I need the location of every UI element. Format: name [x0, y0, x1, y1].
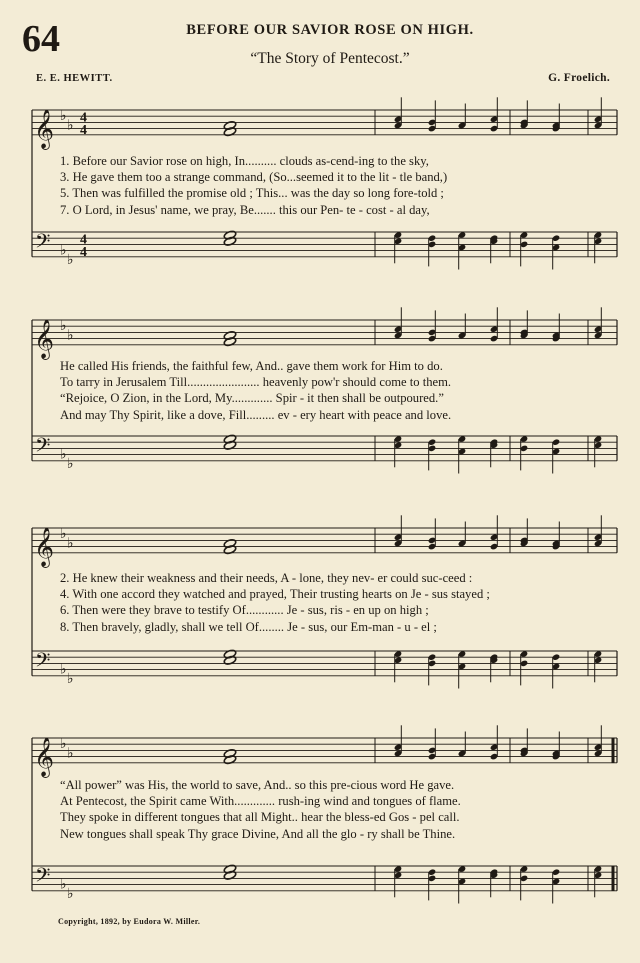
flat-icon: ♭ [67, 671, 74, 687]
lyric-line: “Rejoice, O Zion, in the Lord, My............. Spir - it then shall be outpoured.” [60, 391, 444, 406]
flat-icon: ♭ [67, 252, 74, 268]
treble-clef-icon: 𝄞 [34, 526, 55, 567]
lyric-line: They spoke in different tongues that all Might.. hear the bless-ed Gos - pel call. [60, 810, 460, 825]
bass-clef-icon: 𝄢 [35, 229, 51, 258]
treble-clef-icon: 𝄞 [34, 736, 55, 777]
lyric-line: At Pentecost, the Spirit came With............. rush-ing wind and tongues of flame. [60, 794, 461, 809]
time-signature: 4 [80, 110, 87, 126]
flat-icon: ♭ [67, 456, 74, 472]
flat-icon: ♭ [60, 877, 67, 893]
flat-icon: ♭ [67, 536, 74, 552]
bass-clef-icon: 𝄢 [35, 863, 51, 892]
author-credit: E. E. HEWITT. [36, 73, 113, 84]
time-signature: 4 [80, 232, 87, 248]
lyric-line: 3. He gave them too a strange command, (So...seemed it to the lit - tle band,) [60, 170, 448, 185]
flat-icon: ♭ [67, 886, 74, 902]
lyrics-system-1 [60, 153, 620, 218]
flat-icon: ♭ [67, 328, 74, 344]
copyright-notice: Copyright, 1892, by Eudora W. Miller. [58, 917, 201, 926]
flat-icon: ♭ [60, 527, 67, 543]
hymn-number: 64 [22, 18, 60, 60]
lyric-line: And may Thy Spirit, like a dove, Fill......... ev - ery heart with peace and love. [60, 407, 452, 422]
lyric-line: “All power” was His, the world to save, And.. so this pre-cious word He gave. [60, 778, 455, 792]
flat-icon: ♭ [60, 109, 67, 125]
lyric-line: 4. With one accord they watched and prayed, Their trusting hearts on Je - sus stayed ; [60, 587, 490, 602]
treble-clef-icon: 𝄞 [34, 318, 55, 359]
lyrics-system-2 [60, 358, 620, 423]
lyrics-system-4 [60, 777, 620, 842]
lyric-line: 5. Then was fulfilled the promise old ; This... was the day so long fore-told ; [60, 186, 444, 201]
flat-icon: ♭ [60, 447, 67, 463]
lyric-line: To tarry in Jerusalem Till....................... heavenly pow'r should come to them. [60, 375, 452, 390]
flat-icon: ♭ [60, 737, 67, 753]
treble-clef-icon: 𝄞 [34, 108, 55, 149]
composer-credit: G. Froelich. [548, 72, 610, 84]
flat-icon: ♭ [60, 662, 67, 678]
lyric-line: 8. Then bravely, gladly, shall we tell Of........ Je - sus, our Em-man - u - el ; [60, 619, 437, 634]
flat-icon: ♭ [67, 118, 74, 134]
flat-icon: ♭ [60, 243, 67, 259]
lyrics-system-3 [60, 570, 620, 635]
hymn-subtitle: “The Story of Pentecost.” [250, 50, 410, 67]
bass-clef-icon: 𝄢 [35, 433, 51, 462]
flat-icon: ♭ [67, 746, 74, 762]
lyric-line: 6. Then were they brave to testify Of............ Je - sus, ris - en up on high ; [60, 603, 429, 618]
time-signature: 4 [80, 244, 87, 260]
lyric-line: 1. Before our Savior rose on high, In.......... clouds as-cend-ing to the sky, [60, 154, 429, 168]
lyric-line: New tongues shall speak Thy grace Divine, And all the glo - ry shall be Thine. [60, 826, 456, 841]
time-signature: 4 [80, 122, 87, 138]
hymn-title: BEFORE OUR SAVIOR ROSE ON HIGH. [186, 22, 474, 38]
lyric-line: 2. He knew their weakness and their needs, A - lone, they nev- er could suc-ceed : [60, 571, 473, 585]
lyric-line: 7. O Lord, in Jesus' name, we pray, Be....... this our Pen- te - cost - al day, [60, 202, 430, 217]
lyric-line: He called His friends, the faithful few, And.. gave them work for Him to do. [60, 359, 443, 373]
bass-clef-icon: 𝄢 [35, 648, 51, 677]
flat-icon: ♭ [60, 319, 67, 335]
